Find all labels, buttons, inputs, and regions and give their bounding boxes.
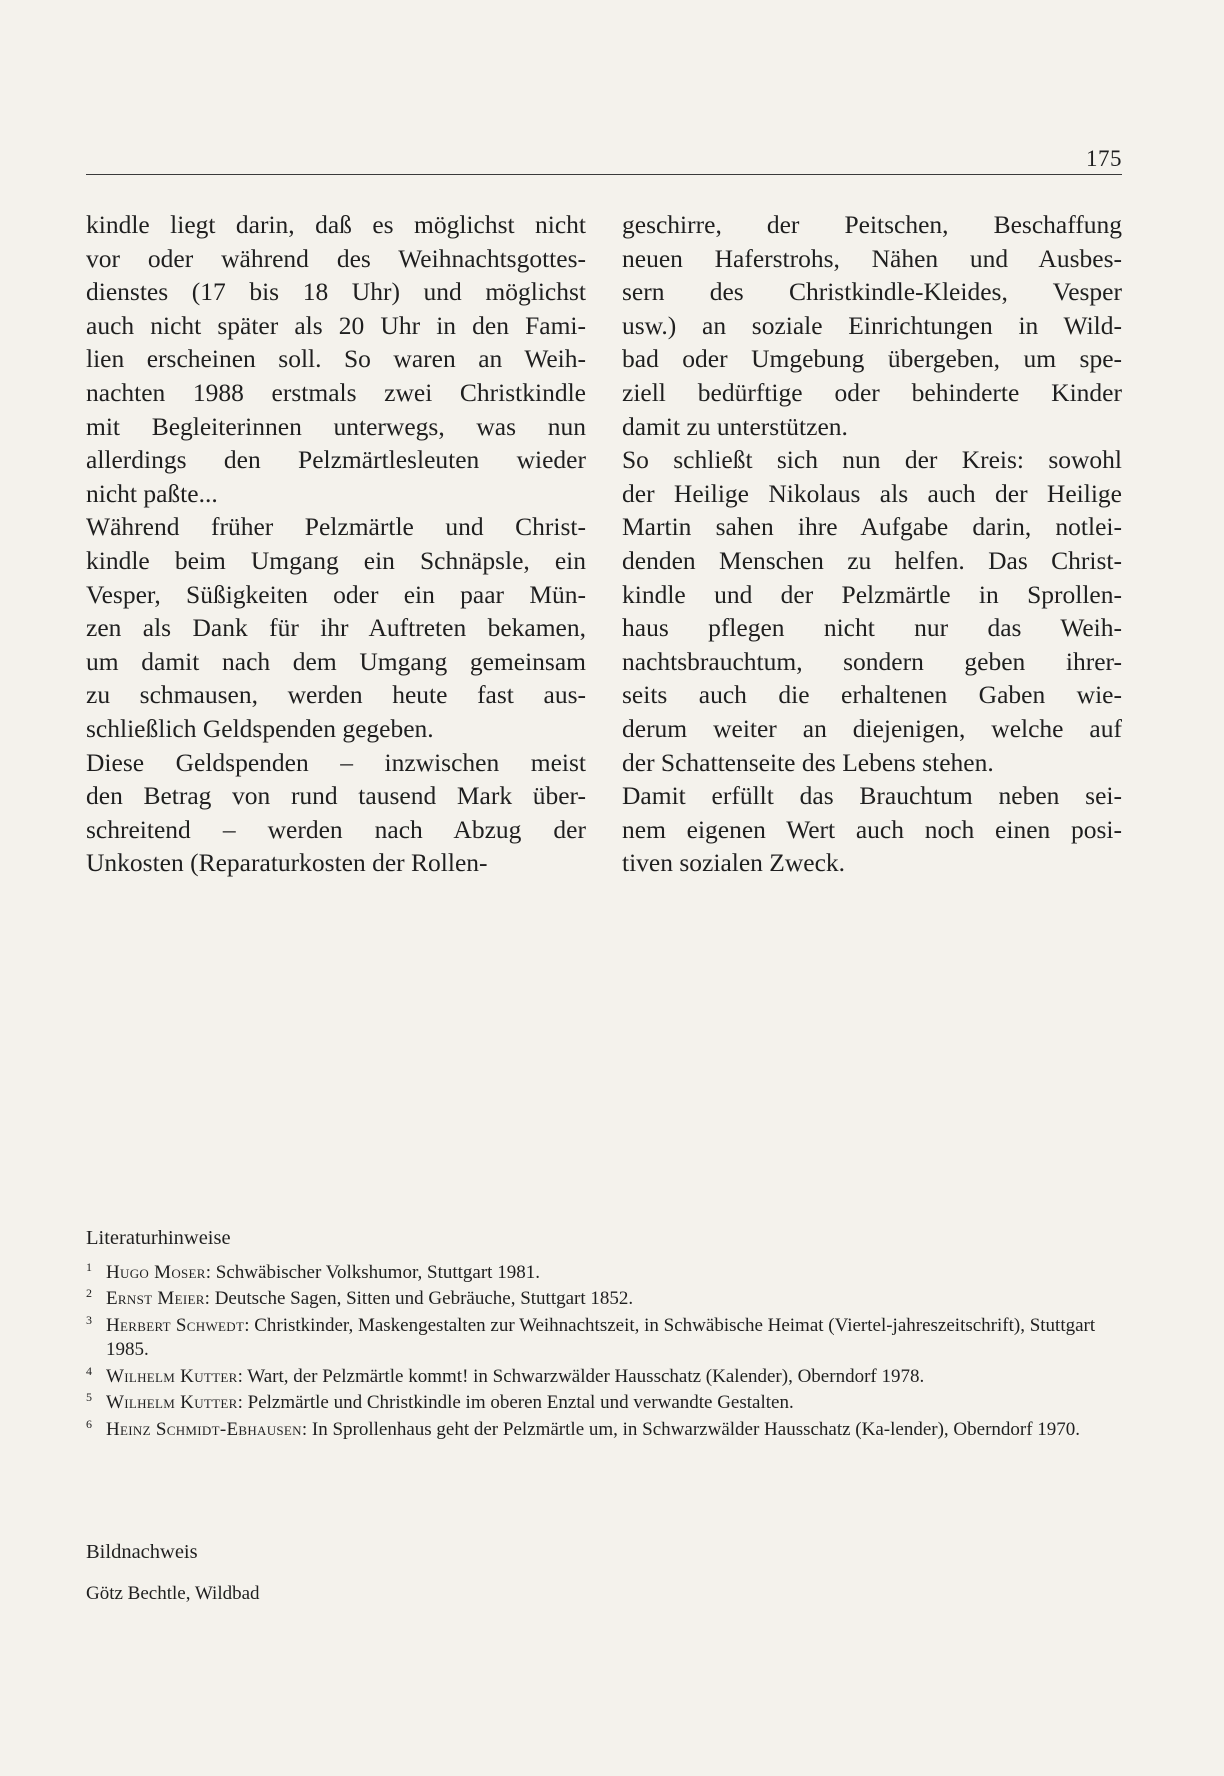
text-line: tiven sozialen Zweck. xyxy=(622,848,846,878)
text-line: kindle beim Umgang ein Schnäpsle, ein xyxy=(86,545,586,575)
text-line: lien erscheinen soll. So waren an Weih- xyxy=(86,344,586,374)
text-line: bad oder Umgebung übergeben, um spe- xyxy=(622,344,1122,374)
text-line: seits auch die erhaltenen Gaben wie- xyxy=(622,680,1122,710)
paragraph xyxy=(622,779,1122,880)
text-line: der Schattenseite des Lebens stehen. xyxy=(622,747,994,777)
paragraph xyxy=(622,443,1122,779)
text-line: nachtsbrauchtum, sondern geben ihrer- xyxy=(622,646,1122,676)
text-line: Damit erfüllt das Brauchtum neben sei- xyxy=(622,781,1122,811)
text-line: ziell bedürftige oder behinderte Kinder xyxy=(622,377,1122,407)
footnote-number: 3 xyxy=(86,1312,92,1327)
text-line: allerdings den Pelzmärtlesleuten wieder xyxy=(86,445,586,475)
footnote-number: 5 xyxy=(86,1390,92,1404)
text-line: derum weiter an diejenigen, welche auf xyxy=(622,713,1122,743)
text-line: Martin sahen ihre Aufgabe darin, notlei- xyxy=(622,512,1122,542)
reference-text: : Schwäbischer Volkshumor, Stuttgart 1981. xyxy=(205,1261,540,1283)
literature-heading: Literaturhinweise xyxy=(86,1227,231,1249)
text-line: schreitend – werden nach Abzug der xyxy=(86,814,586,844)
paragraph xyxy=(86,510,586,745)
text-line: Diese Geldspenden – inzwischen meist xyxy=(86,747,586,777)
reference-author: Ernst Meier xyxy=(106,1288,205,1309)
text-line: dienstes (17 bis 18 Uhr) und möglichst xyxy=(86,277,586,307)
image-credits-text: Götz Bechtle, Wildbad xyxy=(86,1583,260,1604)
text-line: neuen Haferstrohs, Nähen und Ausbes- xyxy=(622,243,1122,273)
literature-section xyxy=(86,1226,1122,1444)
text-line: schließlich Geldspenden gegeben. xyxy=(86,713,434,743)
text-line: mit Begleiterinnen unterwegs, was nun xyxy=(86,411,586,441)
text-line: der Heilige Nikolaus als auch der Heilige xyxy=(622,478,1122,508)
reference-text: : Christkinder, Maskengestalten zur Weihnachtszeit, in Schwäbische Heimat (Viertel-jahreszeitschrift), Stuttgart 1985. xyxy=(106,1314,1096,1360)
footnote-number: 2 xyxy=(86,1286,92,1300)
text-line: geschirre, der Peitschen, Beschaffung xyxy=(622,210,1122,239)
text-line: nem eigenen Wert auch noch einen posi- xyxy=(622,814,1122,844)
text-line: kindle und der Pelzmärtle in Sprollen- xyxy=(622,579,1122,609)
text-line: zen als Dank für ihr Auftreten bekamen, xyxy=(86,613,586,643)
text-line: vor oder während des Weihnachtsgottes- xyxy=(86,243,586,273)
footnote-number: 1 xyxy=(86,1259,92,1274)
reference-author: Wilhelm Kutter xyxy=(106,1365,238,1387)
text-line: um damit nach dem Umgang gemeinsam xyxy=(86,646,586,676)
image-credits-heading: Bildnachweis xyxy=(86,1541,198,1563)
text-line: kindle liegt darin, daß es möglichst nicht xyxy=(86,210,586,239)
paragraph xyxy=(86,208,586,510)
text-line: Vesper, Süßigkeiten oder ein paar Mün- xyxy=(86,579,586,609)
literature-item xyxy=(86,1287,1122,1312)
reference-author: Wilhelm Kutter xyxy=(106,1392,238,1413)
text-line: So schließt sich nun der Kreis: sowohl xyxy=(622,445,1122,475)
literature-item xyxy=(86,1314,1122,1363)
text-line: den Betrag von rund tausend Mark über- xyxy=(86,781,586,811)
reference-text: : Deutsche Sagen, Sitten und Gebräuche, Stuttgart 1852. xyxy=(204,1288,634,1309)
text-line: haus pflegen nicht nur das Weih- xyxy=(622,613,1122,643)
text-line: damit zu unterstützen. xyxy=(622,411,848,441)
reference-text: : Wart, der Pelzmärtle kommt! in Schwarzwälder Hausschatz (Kalender), Oberndorf 1978. xyxy=(237,1365,925,1387)
literature-list xyxy=(86,1261,1122,1443)
reference-text: : In Sprollenhaus geht der Pelzmärtle um, in Schwarzwälder Hausschatz (Ka-lender), Oberndorf 1970. xyxy=(301,1418,1081,1440)
reference-author: Hugo Moser xyxy=(106,1261,206,1283)
paragraph xyxy=(86,746,586,880)
image-credits-section xyxy=(86,1540,686,1606)
literature-item xyxy=(86,1418,1122,1443)
text-line: auch nicht später als 20 Uhr in den Fami- xyxy=(86,310,586,340)
text-line: zu schmausen, werden heute fast aus- xyxy=(86,680,586,710)
literature-item xyxy=(86,1365,1122,1390)
reference-author: Herbert Schwedt xyxy=(106,1314,245,1336)
paragraph xyxy=(622,208,1122,443)
text-line: Während früher Pelzmärtle und Christ- xyxy=(86,512,586,542)
text-line: denden Menschen zu helfen. Das Christ- xyxy=(622,545,1122,575)
right-column xyxy=(622,208,1122,880)
text-line: sern des Christkindle-Kleides, Vesper xyxy=(622,277,1122,307)
header-rule xyxy=(86,174,1122,175)
text-line: nicht paßte... xyxy=(86,478,218,508)
left-column xyxy=(86,208,586,880)
text-line: Unkosten (Reparaturkosten der Rollen- xyxy=(86,848,488,878)
footnote-number: 4 xyxy=(86,1363,92,1378)
literature-item xyxy=(86,1391,1122,1416)
reference-text: : Pelzmärtle und Christkindle im oberen Enztal und verwandte Gestalten. xyxy=(237,1392,794,1413)
text-line: nachten 1988 erstmals zwei Christkindle xyxy=(86,377,586,407)
page-number: 175 xyxy=(1086,146,1122,171)
reference-author: Heinz Schmidt-Ebhausen xyxy=(106,1418,302,1440)
text-line: usw.) an soziale Einrichtungen in Wild- xyxy=(622,310,1122,340)
footnote-number: 6 xyxy=(86,1416,92,1431)
literature-item xyxy=(86,1261,1122,1286)
